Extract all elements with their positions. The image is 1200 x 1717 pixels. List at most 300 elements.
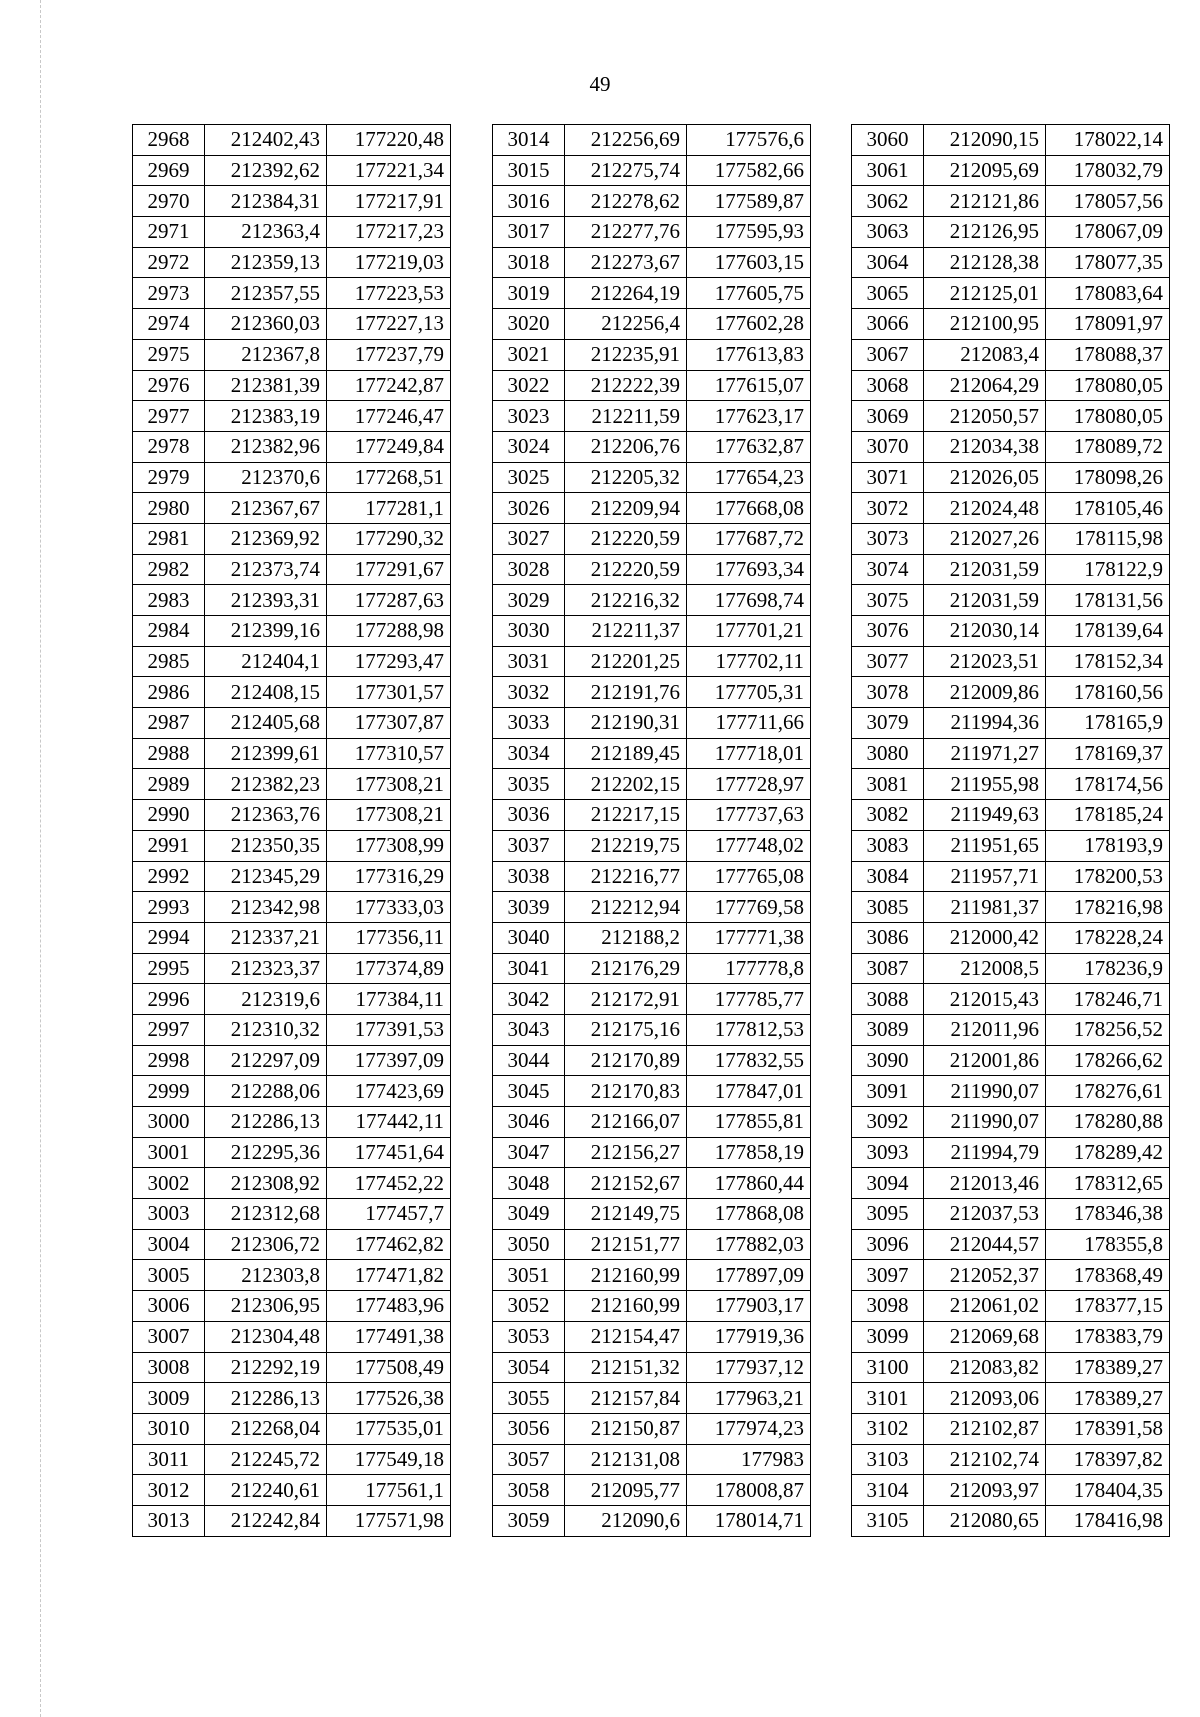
y-coordinate-cell: 177785,77 (687, 984, 811, 1015)
x-coordinate-cell: 212152,67 (565, 1168, 687, 1199)
point-number-cell: 3016 (493, 186, 565, 217)
y-coordinate-cell: 177855,81 (687, 1107, 811, 1138)
y-coordinate-cell: 177858,19 (687, 1137, 811, 1168)
x-coordinate-cell: 211981,37 (924, 892, 1046, 923)
point-number-cell: 3031 (493, 646, 565, 677)
x-coordinate-cell: 212156,27 (565, 1137, 687, 1168)
y-coordinate-cell: 178368,49 (1046, 1260, 1170, 1291)
point-number-cell: 3040 (493, 922, 565, 953)
point-number-cell: 3029 (493, 585, 565, 616)
y-coordinate-cell: 178080,05 (1046, 401, 1170, 432)
point-number-cell: 3046 (493, 1107, 565, 1138)
x-coordinate-cell: 212102,74 (924, 1444, 1046, 1475)
point-number-cell: 3004 (133, 1229, 205, 1260)
y-coordinate-cell: 177442,11 (327, 1107, 451, 1138)
table-row (852, 1505, 1170, 1536)
y-coordinate-cell: 178022,14 (1046, 125, 1170, 156)
y-coordinate-cell: 177711,66 (687, 708, 811, 739)
table-row (493, 1321, 811, 1352)
y-coordinate-cell: 177508,49 (327, 1352, 451, 1383)
x-coordinate-cell: 212256,69 (565, 125, 687, 156)
point-number-cell: 3090 (852, 1045, 924, 1076)
x-coordinate-cell: 212382,23 (205, 769, 327, 800)
y-coordinate-cell: 177310,57 (327, 738, 451, 769)
table-row (133, 1137, 451, 1168)
x-coordinate-cell: 212256,4 (565, 309, 687, 340)
table-row (133, 1475, 451, 1506)
x-coordinate-cell: 212069,68 (924, 1321, 1046, 1352)
x-coordinate-cell: 212052,37 (924, 1260, 1046, 1291)
x-coordinate-cell: 212357,55 (205, 278, 327, 309)
y-coordinate-cell: 178089,72 (1046, 431, 1170, 462)
table-row (852, 155, 1170, 186)
point-number-cell: 3030 (493, 616, 565, 647)
x-coordinate-cell: 211951,65 (924, 830, 1046, 861)
x-coordinate-cell: 212166,07 (565, 1107, 687, 1138)
point-number-cell: 3037 (493, 830, 565, 861)
y-coordinate-cell: 177471,82 (327, 1260, 451, 1291)
table-row (493, 523, 811, 554)
x-coordinate-cell: 212151,77 (565, 1229, 687, 1260)
x-coordinate-cell: 212288,06 (205, 1076, 327, 1107)
x-coordinate-cell: 212037,53 (924, 1199, 1046, 1230)
point-number-cell: 3059 (493, 1505, 565, 1536)
x-coordinate-cell: 212008,5 (924, 953, 1046, 984)
table-row (852, 125, 1170, 156)
table-row (852, 1229, 1170, 1260)
point-number-cell: 2987 (133, 708, 205, 739)
y-coordinate-cell: 177549,18 (327, 1444, 451, 1475)
table-row (133, 1229, 451, 1260)
table-row (493, 1383, 811, 1414)
point-number-cell: 3003 (133, 1199, 205, 1230)
table-row (852, 769, 1170, 800)
point-number-cell: 3061 (852, 155, 924, 186)
table-row (493, 738, 811, 769)
x-coordinate-cell: 212211,59 (565, 401, 687, 432)
table-row (493, 585, 811, 616)
x-coordinate-cell: 212211,37 (565, 616, 687, 647)
y-coordinate-cell: 177603,15 (687, 247, 811, 278)
x-coordinate-cell: 212405,68 (205, 708, 327, 739)
table-row (852, 217, 1170, 248)
table-row (493, 1505, 811, 1536)
table-row (493, 1014, 811, 1045)
point-number-cell: 3075 (852, 585, 924, 616)
point-number-cell: 3084 (852, 861, 924, 892)
table-row (493, 125, 811, 156)
y-coordinate-cell: 177246,47 (327, 401, 451, 432)
x-coordinate-cell: 212217,15 (565, 800, 687, 831)
point-number-cell: 3034 (493, 738, 565, 769)
point-number-cell: 3088 (852, 984, 924, 1015)
table-row (133, 953, 451, 984)
point-number-cell: 3062 (852, 186, 924, 217)
y-coordinate-cell: 177765,08 (687, 861, 811, 892)
y-coordinate-cell: 178377,15 (1046, 1291, 1170, 1322)
point-number-cell: 2990 (133, 800, 205, 831)
point-number-cell: 3044 (493, 1045, 565, 1076)
y-coordinate-cell: 178139,64 (1046, 616, 1170, 647)
point-number-cell: 3038 (493, 861, 565, 892)
x-coordinate-cell: 212235,91 (565, 339, 687, 370)
x-coordinate-cell: 212367,8 (205, 339, 327, 370)
table-row (133, 922, 451, 953)
table-row (852, 1168, 1170, 1199)
table-row (852, 1076, 1170, 1107)
table-row (133, 861, 451, 892)
point-number-cell: 3043 (493, 1014, 565, 1045)
x-coordinate-cell: 212337,21 (205, 922, 327, 953)
table-row (493, 1137, 811, 1168)
y-coordinate-cell: 177281,1 (327, 493, 451, 524)
point-number-cell: 3080 (852, 738, 924, 769)
table-row (133, 523, 451, 554)
table-row (852, 1045, 1170, 1076)
coordinate-table-1 (132, 124, 451, 1537)
point-number-cell: 2977 (133, 401, 205, 432)
table-row (133, 1321, 451, 1352)
x-coordinate-cell: 212319,6 (205, 984, 327, 1015)
y-coordinate-cell: 178115,98 (1046, 523, 1170, 554)
y-coordinate-cell: 177832,55 (687, 1045, 811, 1076)
point-number-cell: 3093 (852, 1137, 924, 1168)
y-coordinate-cell: 177221,34 (327, 155, 451, 186)
point-number-cell: 2968 (133, 125, 205, 156)
table-row (493, 1107, 811, 1138)
x-coordinate-cell: 212360,03 (205, 309, 327, 340)
x-coordinate-cell: 211994,36 (924, 708, 1046, 739)
x-coordinate-cell: 211949,63 (924, 800, 1046, 831)
table-row (493, 1260, 811, 1291)
y-coordinate-cell: 177632,87 (687, 431, 811, 462)
x-coordinate-cell: 212157,84 (565, 1383, 687, 1414)
x-coordinate-cell: 212212,94 (565, 892, 687, 923)
point-number-cell: 3051 (493, 1260, 565, 1291)
y-coordinate-cell: 177897,09 (687, 1260, 811, 1291)
point-number-cell: 2999 (133, 1076, 205, 1107)
table-row (493, 1076, 811, 1107)
point-number-cell: 3092 (852, 1107, 924, 1138)
point-number-cell: 2986 (133, 677, 205, 708)
x-coordinate-cell: 212160,99 (565, 1260, 687, 1291)
table-row (852, 953, 1170, 984)
point-number-cell: 3060 (852, 125, 924, 156)
point-number-cell: 3104 (852, 1475, 924, 1506)
point-number-cell: 3017 (493, 217, 565, 248)
y-coordinate-cell: 177974,23 (687, 1413, 811, 1444)
x-coordinate-cell: 212001,86 (924, 1045, 1046, 1076)
x-coordinate-cell: 212382,96 (205, 431, 327, 462)
table-row (133, 247, 451, 278)
table-row (493, 309, 811, 340)
y-coordinate-cell: 177293,47 (327, 646, 451, 677)
point-number-cell: 3100 (852, 1352, 924, 1383)
x-coordinate-cell: 212121,86 (924, 186, 1046, 217)
x-coordinate-cell: 212095,77 (565, 1475, 687, 1506)
y-coordinate-cell: 177582,66 (687, 155, 811, 186)
table-row (852, 431, 1170, 462)
point-number-cell: 3035 (493, 769, 565, 800)
table-row (133, 1505, 451, 1536)
table-row (852, 493, 1170, 524)
x-coordinate-cell: 212304,48 (205, 1321, 327, 1352)
y-coordinate-cell: 177701,21 (687, 616, 811, 647)
y-coordinate-cell: 177374,89 (327, 953, 451, 984)
x-coordinate-cell: 212206,76 (565, 431, 687, 462)
table-row (133, 1260, 451, 1291)
y-coordinate-cell: 178057,56 (1046, 186, 1170, 217)
point-number-cell: 3086 (852, 922, 924, 953)
x-coordinate-cell: 212064,29 (924, 370, 1046, 401)
x-coordinate-cell: 212149,75 (565, 1199, 687, 1230)
y-coordinate-cell: 178416,98 (1046, 1505, 1170, 1536)
y-coordinate-cell: 177868,08 (687, 1199, 811, 1230)
x-coordinate-cell: 212093,06 (924, 1383, 1046, 1414)
y-coordinate-cell: 177748,02 (687, 830, 811, 861)
point-number-cell: 3052 (493, 1291, 565, 1322)
x-coordinate-cell: 212044,57 (924, 1229, 1046, 1260)
point-number-cell: 3006 (133, 1291, 205, 1322)
point-number-cell: 3055 (493, 1383, 565, 1414)
point-number-cell: 3098 (852, 1291, 924, 1322)
x-coordinate-cell: 212242,84 (205, 1505, 327, 1536)
x-coordinate-cell: 212367,67 (205, 493, 327, 524)
y-coordinate-cell: 177308,21 (327, 800, 451, 831)
x-coordinate-cell: 212264,19 (565, 278, 687, 309)
table-row (493, 1045, 811, 1076)
point-number-cell: 3099 (852, 1321, 924, 1352)
y-coordinate-cell: 178383,79 (1046, 1321, 1170, 1352)
x-coordinate-cell: 212245,72 (205, 1444, 327, 1475)
x-coordinate-cell: 212176,29 (565, 953, 687, 984)
y-coordinate-cell: 178185,24 (1046, 800, 1170, 831)
table-row (852, 401, 1170, 432)
table-row (133, 309, 451, 340)
x-coordinate-cell: 212160,99 (565, 1291, 687, 1322)
point-number-cell: 3070 (852, 431, 924, 462)
x-coordinate-cell: 212080,65 (924, 1505, 1046, 1536)
point-number-cell: 3050 (493, 1229, 565, 1260)
y-coordinate-cell: 177268,51 (327, 462, 451, 493)
x-coordinate-cell: 212031,59 (924, 585, 1046, 616)
point-number-cell: 3068 (852, 370, 924, 401)
table-row (493, 462, 811, 493)
table-row (493, 554, 811, 585)
point-number-cell: 3082 (852, 800, 924, 831)
table-row (852, 1107, 1170, 1138)
table-row (852, 861, 1170, 892)
y-coordinate-cell: 177287,63 (327, 585, 451, 616)
y-coordinate-cell: 177613,83 (687, 339, 811, 370)
y-coordinate-cell: 177308,99 (327, 830, 451, 861)
table-row (133, 493, 451, 524)
x-coordinate-cell: 212188,2 (565, 922, 687, 953)
point-number-cell: 3064 (852, 247, 924, 278)
x-coordinate-cell: 212000,42 (924, 922, 1046, 953)
point-number-cell: 3021 (493, 339, 565, 370)
point-number-cell: 3081 (852, 769, 924, 800)
table-row (133, 1444, 451, 1475)
x-coordinate-cell: 212202,15 (565, 769, 687, 800)
y-coordinate-cell: 177535,01 (327, 1413, 451, 1444)
x-coordinate-cell: 212310,32 (205, 1014, 327, 1045)
table-row (493, 1352, 811, 1383)
x-coordinate-cell: 212050,57 (924, 401, 1046, 432)
y-coordinate-cell: 177963,21 (687, 1383, 811, 1414)
table-row (133, 370, 451, 401)
x-coordinate-cell: 212303,8 (205, 1260, 327, 1291)
y-coordinate-cell: 178193,9 (1046, 830, 1170, 861)
table-row (133, 1107, 451, 1138)
x-coordinate-cell: 212128,38 (924, 247, 1046, 278)
point-number-cell: 3000 (133, 1107, 205, 1138)
x-coordinate-cell: 212030,14 (924, 616, 1046, 647)
table-row (493, 892, 811, 923)
table-row (852, 800, 1170, 831)
y-coordinate-cell: 177687,72 (687, 523, 811, 554)
y-coordinate-cell: 177812,53 (687, 1014, 811, 1045)
y-coordinate-cell: 177919,36 (687, 1321, 811, 1352)
table-row (852, 186, 1170, 217)
point-number-cell: 3078 (852, 677, 924, 708)
point-number-cell: 3063 (852, 217, 924, 248)
y-coordinate-cell: 177769,58 (687, 892, 811, 923)
x-coordinate-cell: 212023,51 (924, 646, 1046, 677)
point-number-cell: 3010 (133, 1413, 205, 1444)
table-row (493, 800, 811, 831)
point-number-cell: 3079 (852, 708, 924, 739)
table-row (493, 247, 811, 278)
x-coordinate-cell: 212154,47 (565, 1321, 687, 1352)
y-coordinate-cell: 177576,6 (687, 125, 811, 156)
x-coordinate-cell: 212402,43 (205, 125, 327, 156)
point-number-cell: 2982 (133, 554, 205, 585)
point-number-cell: 3097 (852, 1260, 924, 1291)
x-coordinate-cell: 212175,16 (565, 1014, 687, 1045)
point-number-cell: 3101 (852, 1383, 924, 1414)
x-coordinate-cell: 212408,15 (205, 677, 327, 708)
x-coordinate-cell: 212027,26 (924, 523, 1046, 554)
x-coordinate-cell: 212312,68 (205, 1199, 327, 1230)
point-number-cell: 2979 (133, 462, 205, 493)
x-coordinate-cell: 212151,32 (565, 1352, 687, 1383)
point-number-cell: 3047 (493, 1137, 565, 1168)
y-coordinate-cell: 178289,42 (1046, 1137, 1170, 1168)
y-coordinate-cell: 178312,65 (1046, 1168, 1170, 1199)
y-coordinate-cell: 178014,71 (687, 1505, 811, 1536)
y-coordinate-cell: 177589,87 (687, 186, 811, 217)
x-coordinate-cell: 212090,6 (565, 1505, 687, 1536)
point-number-cell: 3011 (133, 1444, 205, 1475)
y-coordinate-cell: 177623,17 (687, 401, 811, 432)
point-number-cell: 3085 (852, 892, 924, 923)
table-row (852, 1199, 1170, 1230)
table-row (133, 830, 451, 861)
y-coordinate-cell: 177491,38 (327, 1321, 451, 1352)
point-number-cell: 3103 (852, 1444, 924, 1475)
x-coordinate-cell: 212216,32 (565, 585, 687, 616)
table-row (493, 370, 811, 401)
table-row (493, 830, 811, 861)
x-coordinate-cell: 212381,39 (205, 370, 327, 401)
x-coordinate-cell: 212220,59 (565, 554, 687, 585)
point-number-cell: 3066 (852, 309, 924, 340)
point-number-cell: 2981 (133, 523, 205, 554)
x-coordinate-cell: 212273,67 (565, 247, 687, 278)
y-coordinate-cell: 177237,79 (327, 339, 451, 370)
x-coordinate-cell: 212102,87 (924, 1413, 1046, 1444)
table-row (493, 401, 811, 432)
x-coordinate-cell: 212191,76 (565, 677, 687, 708)
x-coordinate-cell: 212306,72 (205, 1229, 327, 1260)
y-coordinate-cell: 177483,96 (327, 1291, 451, 1322)
point-number-cell: 2992 (133, 861, 205, 892)
y-coordinate-cell: 178276,61 (1046, 1076, 1170, 1107)
point-number-cell: 3033 (493, 708, 565, 739)
y-coordinate-cell: 178228,24 (1046, 922, 1170, 953)
point-number-cell: 2995 (133, 953, 205, 984)
point-number-cell: 3002 (133, 1168, 205, 1199)
y-coordinate-cell: 177227,13 (327, 309, 451, 340)
point-number-cell: 3019 (493, 278, 565, 309)
y-coordinate-cell: 177291,67 (327, 554, 451, 585)
y-coordinate-cell: 177718,01 (687, 738, 811, 769)
y-coordinate-cell: 177771,38 (687, 922, 811, 953)
y-coordinate-cell: 177903,17 (687, 1291, 811, 1322)
y-coordinate-cell: 177242,87 (327, 370, 451, 401)
point-number-cell: 3028 (493, 554, 565, 585)
point-number-cell: 2991 (133, 830, 205, 861)
y-coordinate-cell: 177737,63 (687, 800, 811, 831)
point-number-cell: 3018 (493, 247, 565, 278)
table-row (852, 1383, 1170, 1414)
table-row (493, 431, 811, 462)
x-coordinate-cell: 212093,97 (924, 1475, 1046, 1506)
point-number-cell: 3036 (493, 800, 565, 831)
point-number-cell: 3102 (852, 1413, 924, 1444)
x-coordinate-cell: 211957,71 (924, 861, 1046, 892)
point-number-cell: 3024 (493, 431, 565, 462)
table-row (493, 708, 811, 739)
point-number-cell: 3014 (493, 125, 565, 156)
y-coordinate-cell: 177356,11 (327, 922, 451, 953)
y-coordinate-cell: 177316,29 (327, 861, 451, 892)
y-coordinate-cell: 177983 (687, 1444, 811, 1475)
x-coordinate-cell: 212100,95 (924, 309, 1046, 340)
y-coordinate-cell: 178105,46 (1046, 493, 1170, 524)
table-row (133, 1291, 451, 1322)
x-coordinate-cell: 212090,15 (924, 125, 1046, 156)
point-number-cell: 2976 (133, 370, 205, 401)
x-coordinate-cell: 212009,86 (924, 677, 1046, 708)
point-number-cell: 3048 (493, 1168, 565, 1199)
table-row (493, 1413, 811, 1444)
x-coordinate-cell: 212268,04 (205, 1413, 327, 1444)
y-coordinate-cell: 177391,53 (327, 1014, 451, 1045)
table-row (852, 922, 1170, 953)
y-coordinate-cell: 177462,82 (327, 1229, 451, 1260)
table-row (852, 646, 1170, 677)
y-coordinate-cell: 177705,31 (687, 677, 811, 708)
coordinate-table-3 (851, 124, 1170, 1537)
point-number-cell: 2998 (133, 1045, 205, 1076)
y-coordinate-cell: 178280,88 (1046, 1107, 1170, 1138)
point-number-cell: 2980 (133, 493, 205, 524)
x-coordinate-cell: 212297,09 (205, 1045, 327, 1076)
y-coordinate-cell: 178246,71 (1046, 984, 1170, 1015)
x-coordinate-cell: 212201,25 (565, 646, 687, 677)
